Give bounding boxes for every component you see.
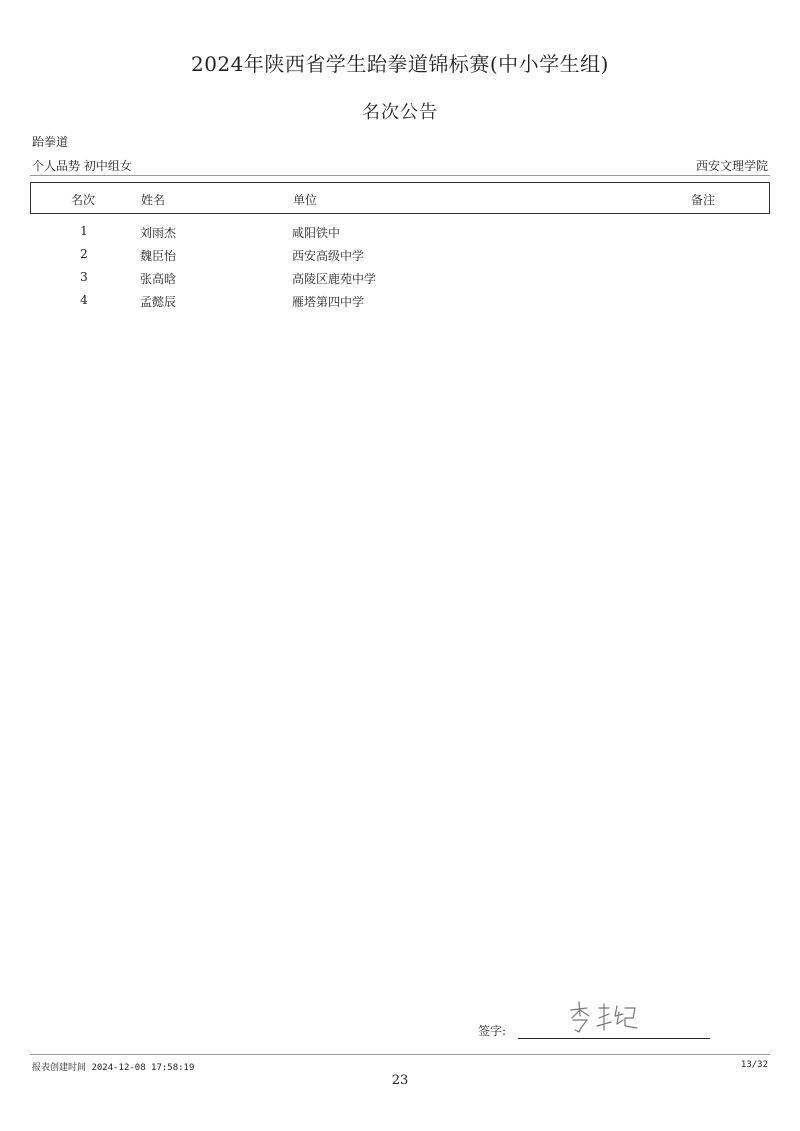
unit-cell: 雁塔第四中学 (292, 295, 365, 309)
table-row (30, 224, 770, 246)
table-header (30, 182, 770, 214)
name-cell: 孟懿辰 (140, 295, 177, 309)
document-title: 2024年陕西省学生跆拳道锦标赛(中小学生组) (190, 52, 609, 76)
signature-line (518, 1038, 710, 1039)
rank-cell: 3 (80, 270, 88, 284)
column-header-name: 姓名 (141, 193, 166, 207)
document-subtitle: 名次公告 (362, 102, 438, 123)
venue-label: 西安文理学院 (695, 159, 768, 173)
header-divider (30, 175, 770, 176)
page-number: 23 (391, 1073, 409, 1088)
footer-divider (30, 1054, 770, 1055)
unit-cell: 高陵区鹿苑中学 (292, 272, 377, 286)
table-row (30, 247, 770, 269)
name-cell: 刘雨杰 (140, 226, 177, 240)
rank-cell: 2 (80, 247, 88, 261)
signature-label: 签字: (478, 1024, 507, 1038)
unit-cell: 西安高级中学 (292, 249, 365, 263)
created-label: 报表创建时间 (32, 1063, 87, 1073)
table-row (30, 293, 770, 315)
name-cell: 魏臣怡 (140, 249, 177, 263)
handwritten-signature (565, 996, 645, 1036)
created-timestamp: 2024-12-08 17:58:19 (91, 1063, 195, 1073)
event-label: 个人品势 初中组女 (32, 159, 132, 173)
table-row (30, 270, 770, 292)
sport-label: 跆拳道 (32, 135, 69, 149)
column-header-rank: 名次 (71, 193, 96, 207)
page-count: 13/32 (740, 1060, 768, 1070)
column-header-unit: 单位 (293, 193, 318, 207)
report-created-time (32, 1060, 194, 1073)
rank-cell: 1 (80, 224, 88, 238)
column-header-note: 备注 (691, 193, 716, 207)
unit-cell: 咸阳铁中 (292, 226, 341, 240)
name-cell: 张高晗 (140, 272, 177, 286)
rank-cell: 4 (80, 293, 88, 307)
